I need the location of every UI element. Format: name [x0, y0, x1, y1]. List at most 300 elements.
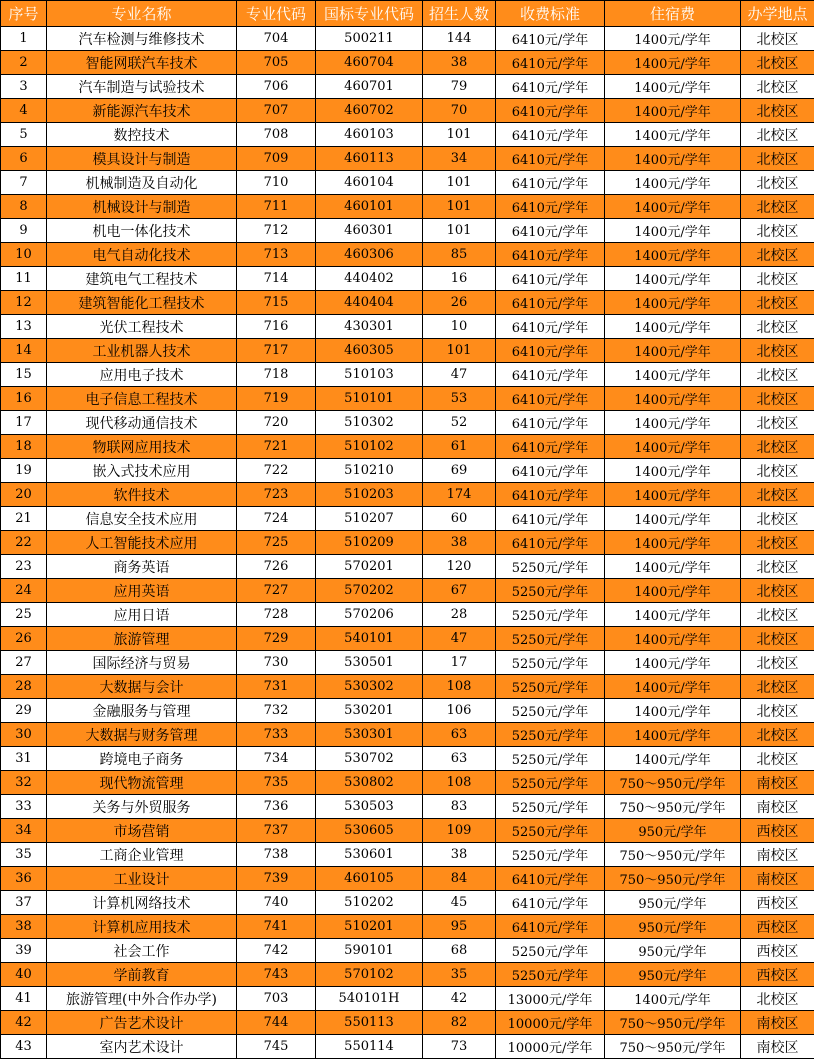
cell-major-code: 717 [237, 339, 316, 363]
cell-major-code: 730 [237, 651, 316, 675]
cell-national-code: 570102 [316, 963, 423, 987]
cell-enrollment: 42 [423, 987, 496, 1011]
cell-national-code: 510210 [316, 459, 423, 483]
cell-dorm-fee: 1400元/学年 [605, 411, 741, 435]
cell-tuition: 5250元/学年 [496, 675, 605, 699]
cell-dorm-fee: 1400元/学年 [605, 579, 741, 603]
cell-major-code: 742 [237, 939, 316, 963]
cell-national-code: 530605 [316, 819, 423, 843]
cell-major-name: 广告艺术设计 [47, 1011, 237, 1035]
cell-national-code: 510102 [316, 435, 423, 459]
cell-major-name: 应用英语 [47, 579, 237, 603]
cell-tuition: 6410元/学年 [496, 483, 605, 507]
cell-national-code: 510302 [316, 411, 423, 435]
cell-enrollment: 63 [423, 747, 496, 771]
cell-no: 36 [1, 867, 47, 891]
cell-no: 12 [1, 291, 47, 315]
cell-national-code: 510101 [316, 387, 423, 411]
cell-national-code: 510203 [316, 483, 423, 507]
cell-tuition: 6410元/学年 [496, 195, 605, 219]
table-row [1, 195, 814, 219]
cell-no: 22 [1, 531, 47, 555]
cell-major-name: 工业机器人技术 [47, 339, 237, 363]
table-row [1, 627, 814, 651]
cell-no: 20 [1, 483, 47, 507]
cell-dorm-fee: 1400元/学年 [605, 363, 741, 387]
cell-tuition: 5250元/学年 [496, 819, 605, 843]
cell-major-name: 机电一体化技术 [47, 219, 237, 243]
cell-major-name: 计算机应用技术 [47, 915, 237, 939]
cell-major-code: 733 [237, 723, 316, 747]
cell-dorm-fee: 1400元/学年 [605, 987, 741, 1011]
cell-major-name: 现代移动通信技术 [47, 411, 237, 435]
cell-major-name: 工业设计 [47, 867, 237, 891]
cell-major-code: 725 [237, 531, 316, 555]
cell-tuition: 6410元/学年 [496, 411, 605, 435]
cell-enrollment: 109 [423, 819, 496, 843]
cell-dorm-fee: 750～950元/学年 [605, 867, 741, 891]
cell-dorm-fee: 1400元/学年 [605, 171, 741, 195]
cell-major-name: 金融服务与管理 [47, 699, 237, 723]
table-row [1, 771, 814, 795]
cell-dorm-fee: 950元/学年 [605, 891, 741, 915]
cell-campus: 北校区 [741, 99, 814, 123]
cell-campus: 北校区 [741, 27, 814, 51]
cell-tuition: 10000元/学年 [496, 1011, 605, 1035]
cell-campus: 北校区 [741, 315, 814, 339]
cell-no: 35 [1, 843, 47, 867]
cell-dorm-fee: 1400元/学年 [605, 315, 741, 339]
table-row [1, 819, 814, 843]
table-row [1, 291, 814, 315]
cell-enrollment: 69 [423, 459, 496, 483]
cell-no: 33 [1, 795, 47, 819]
cell-no: 17 [1, 411, 47, 435]
cell-enrollment: 79 [423, 75, 496, 99]
cell-enrollment: 108 [423, 675, 496, 699]
cell-campus: 南校区 [741, 1035, 814, 1059]
table-row [1, 675, 814, 699]
cell-national-code: 510202 [316, 891, 423, 915]
cell-enrollment: 108 [423, 771, 496, 795]
cell-major-name: 商务英语 [47, 555, 237, 579]
cell-major-code: 737 [237, 819, 316, 843]
cell-campus: 南校区 [741, 1011, 814, 1035]
cell-tuition: 6410元/学年 [496, 75, 605, 99]
cell-dorm-fee: 1400元/学年 [605, 627, 741, 651]
cell-major-name: 汽车制造与试验技术 [47, 75, 237, 99]
cell-enrollment: 45 [423, 891, 496, 915]
cell-major-name: 学前教育 [47, 963, 237, 987]
cell-national-code: 460702 [316, 99, 423, 123]
cell-tuition: 6410元/学年 [496, 243, 605, 267]
cell-major-name: 计算机网络技术 [47, 891, 237, 915]
cell-major-name: 软件技术 [47, 483, 237, 507]
cell-major-name: 大数据与会计 [47, 675, 237, 699]
cell-enrollment: 101 [423, 219, 496, 243]
cell-dorm-fee: 950元/学年 [605, 819, 741, 843]
cell-major-name: 应用电子技术 [47, 363, 237, 387]
cell-dorm-fee: 750～950元/学年 [605, 1035, 741, 1059]
cell-no: 11 [1, 267, 47, 291]
cell-dorm-fee: 1400元/学年 [605, 507, 741, 531]
table-row [1, 531, 814, 555]
header-no: 序号 [1, 1, 47, 27]
cell-major-code: 708 [237, 123, 316, 147]
table-row [1, 51, 814, 75]
cell-no: 5 [1, 123, 47, 147]
table-row [1, 1011, 814, 1035]
cell-tuition: 6410元/学年 [496, 51, 605, 75]
cell-enrollment: 120 [423, 555, 496, 579]
cell-no: 8 [1, 195, 47, 219]
cell-national-code: 540101 [316, 627, 423, 651]
cell-campus: 北校区 [741, 267, 814, 291]
cell-no: 38 [1, 915, 47, 939]
cell-enrollment: 106 [423, 699, 496, 723]
cell-enrollment: 16 [423, 267, 496, 291]
cell-no: 18 [1, 435, 47, 459]
cell-major-code: 722 [237, 459, 316, 483]
table-row [1, 795, 814, 819]
cell-tuition: 5250元/学年 [496, 939, 605, 963]
table-row [1, 507, 814, 531]
cell-national-code: 590101 [316, 939, 423, 963]
cell-tuition: 5250元/学年 [496, 747, 605, 771]
cell-major-code: 743 [237, 963, 316, 987]
table-row [1, 435, 814, 459]
cell-tuition: 5250元/学年 [496, 579, 605, 603]
cell-national-code: 530301 [316, 723, 423, 747]
cell-tuition: 6410元/学年 [496, 435, 605, 459]
cell-no: 21 [1, 507, 47, 531]
cell-campus: 北校区 [741, 75, 814, 99]
table-row [1, 243, 814, 267]
cell-dorm-fee: 1400元/学年 [605, 531, 741, 555]
cell-dorm-fee: 1400元/学年 [605, 195, 741, 219]
cell-major-code: 712 [237, 219, 316, 243]
cell-campus: 北校区 [741, 699, 814, 723]
cell-dorm-fee: 1400元/学年 [605, 339, 741, 363]
cell-enrollment: 85 [423, 243, 496, 267]
cell-major-name: 国际经济与贸易 [47, 651, 237, 675]
cell-national-code: 530501 [316, 651, 423, 675]
cell-dorm-fee: 1400元/学年 [605, 483, 741, 507]
cell-dorm-fee: 1400元/学年 [605, 219, 741, 243]
cell-national-code: 570201 [316, 555, 423, 579]
cell-major-name: 跨境电子商务 [47, 747, 237, 771]
cell-campus: 北校区 [741, 339, 814, 363]
cell-campus: 北校区 [741, 195, 814, 219]
header-campus: 办学地点 [741, 1, 814, 27]
cell-national-code: 460301 [316, 219, 423, 243]
cell-major-code: 714 [237, 267, 316, 291]
cell-major-code: 745 [237, 1035, 316, 1059]
cell-major-name: 嵌入式技术应用 [47, 459, 237, 483]
cell-tuition: 6410元/学年 [496, 459, 605, 483]
cell-major-code: 720 [237, 411, 316, 435]
cell-no: 34 [1, 819, 47, 843]
cell-tuition: 5250元/学年 [496, 963, 605, 987]
cell-major-code: 740 [237, 891, 316, 915]
cell-tuition: 5250元/学年 [496, 603, 605, 627]
table-row [1, 459, 814, 483]
cell-major-name: 新能源汽车技术 [47, 99, 237, 123]
cell-dorm-fee: 1400元/学年 [605, 147, 741, 171]
table-row [1, 891, 814, 915]
cell-dorm-fee: 1400元/学年 [605, 51, 741, 75]
cell-enrollment: 52 [423, 411, 496, 435]
cell-major-code: 741 [237, 915, 316, 939]
cell-dorm-fee: 1400元/学年 [605, 459, 741, 483]
cell-major-code: 744 [237, 1011, 316, 1035]
cell-major-name: 工商企业管理 [47, 843, 237, 867]
cell-tuition: 6410元/学年 [496, 27, 605, 51]
cell-enrollment: 68 [423, 939, 496, 963]
cell-campus: 南校区 [741, 867, 814, 891]
cell-no: 31 [1, 747, 47, 771]
cell-national-code: 440402 [316, 267, 423, 291]
cell-national-code: 460105 [316, 867, 423, 891]
header-tuition: 收费标准 [496, 1, 605, 27]
table-row [1, 171, 814, 195]
cell-no: 40 [1, 963, 47, 987]
cell-enrollment: 101 [423, 171, 496, 195]
cell-campus: 北校区 [741, 987, 814, 1011]
cell-no: 19 [1, 459, 47, 483]
cell-major-name: 电气自动化技术 [47, 243, 237, 267]
cell-enrollment: 53 [423, 387, 496, 411]
cell-major-code: 707 [237, 99, 316, 123]
cell-major-code: 704 [237, 27, 316, 51]
cell-dorm-fee: 1400元/学年 [605, 267, 741, 291]
cell-major-name: 光伏工程技术 [47, 315, 237, 339]
cell-tuition: 10000元/学年 [496, 1035, 605, 1059]
table-row [1, 75, 814, 99]
table-row [1, 987, 814, 1011]
table-row [1, 555, 814, 579]
cell-campus: 北校区 [741, 747, 814, 771]
cell-major-name: 社会工作 [47, 939, 237, 963]
cell-campus: 北校区 [741, 507, 814, 531]
cell-national-code: 530601 [316, 843, 423, 867]
cell-national-code: 550113 [316, 1011, 423, 1035]
cell-campus: 西校区 [741, 915, 814, 939]
table-row [1, 99, 814, 123]
table-row [1, 387, 814, 411]
cell-tuition: 6410元/学年 [496, 531, 605, 555]
cell-tuition: 5250元/学年 [496, 555, 605, 579]
cell-tuition: 6410元/学年 [496, 339, 605, 363]
cell-major-name: 机械制造及自动化 [47, 171, 237, 195]
cell-major-code: 738 [237, 843, 316, 867]
cell-enrollment: 38 [423, 531, 496, 555]
cell-tuition: 6410元/学年 [496, 363, 605, 387]
cell-no: 9 [1, 219, 47, 243]
cell-major-code: 718 [237, 363, 316, 387]
table-row [1, 867, 814, 891]
cell-no: 30 [1, 723, 47, 747]
cell-enrollment: 82 [423, 1011, 496, 1035]
cell-tuition: 6410元/学年 [496, 891, 605, 915]
cell-campus: 北校区 [741, 291, 814, 315]
cell-dorm-fee: 1400元/学年 [605, 123, 741, 147]
cell-national-code: 460104 [316, 171, 423, 195]
cell-major-name: 智能网联汽车技术 [47, 51, 237, 75]
cell-dorm-fee: 750～950元/学年 [605, 843, 741, 867]
cell-no: 7 [1, 171, 47, 195]
cell-tuition: 5250元/学年 [496, 699, 605, 723]
cell-enrollment: 47 [423, 363, 496, 387]
cell-campus: 北校区 [741, 171, 814, 195]
cell-campus: 西校区 [741, 939, 814, 963]
cell-no: 6 [1, 147, 47, 171]
cell-national-code: 570206 [316, 603, 423, 627]
cell-enrollment: 83 [423, 795, 496, 819]
cell-major-name: 电子信息工程技术 [47, 387, 237, 411]
cell-tuition: 5250元/学年 [496, 795, 605, 819]
cell-no: 42 [1, 1011, 47, 1035]
cell-enrollment: 70 [423, 99, 496, 123]
cell-campus: 北校区 [741, 531, 814, 555]
cell-major-code: 734 [237, 747, 316, 771]
cell-tuition: 5250元/学年 [496, 627, 605, 651]
cell-tuition: 6410元/学年 [496, 291, 605, 315]
cell-campus: 北校区 [741, 723, 814, 747]
table-row [1, 915, 814, 939]
cell-major-name: 建筑智能化工程技术 [47, 291, 237, 315]
cell-campus: 北校区 [741, 603, 814, 627]
cell-dorm-fee: 1400元/学年 [605, 555, 741, 579]
cell-national-code: 460704 [316, 51, 423, 75]
cell-tuition: 6410元/学年 [496, 915, 605, 939]
cell-campus: 西校区 [741, 891, 814, 915]
cell-enrollment: 63 [423, 723, 496, 747]
cell-campus: 北校区 [741, 555, 814, 579]
header-national-code: 国标专业代码 [316, 1, 423, 27]
cell-no: 41 [1, 987, 47, 1011]
cell-no: 32 [1, 771, 47, 795]
cell-campus: 北校区 [741, 243, 814, 267]
cell-major-name: 数控技术 [47, 123, 237, 147]
cell-major-name: 旅游管理 [47, 627, 237, 651]
cell-no: 10 [1, 243, 47, 267]
cell-no: 27 [1, 651, 47, 675]
cell-major-name: 市场营销 [47, 819, 237, 843]
cell-campus: 北校区 [741, 435, 814, 459]
cell-major-code: 726 [237, 555, 316, 579]
cell-national-code: 440404 [316, 291, 423, 315]
cell-national-code: 510207 [316, 507, 423, 531]
table-row [1, 363, 814, 387]
cell-enrollment: 38 [423, 843, 496, 867]
cell-national-code: 510103 [316, 363, 423, 387]
cell-dorm-fee: 750～950元/学年 [605, 795, 741, 819]
cell-dorm-fee: 950元/学年 [605, 915, 741, 939]
cell-tuition: 6410元/学年 [496, 99, 605, 123]
table-row [1, 219, 814, 243]
cell-enrollment: 101 [423, 195, 496, 219]
cell-enrollment: 35 [423, 963, 496, 987]
cell-campus: 北校区 [741, 483, 814, 507]
cell-tuition: 6410元/学年 [496, 387, 605, 411]
cell-enrollment: 47 [423, 627, 496, 651]
cell-no: 39 [1, 939, 47, 963]
table-body [1, 27, 814, 1059]
cell-dorm-fee: 1400元/学年 [605, 747, 741, 771]
cell-campus: 北校区 [741, 627, 814, 651]
table-row [1, 315, 814, 339]
cell-dorm-fee: 1400元/学年 [605, 699, 741, 723]
cell-enrollment: 101 [423, 123, 496, 147]
cell-enrollment: 95 [423, 915, 496, 939]
cell-national-code: 530702 [316, 747, 423, 771]
cell-campus: 北校区 [741, 459, 814, 483]
cell-major-code: 710 [237, 171, 316, 195]
cell-dorm-fee: 1400元/学年 [605, 291, 741, 315]
cell-major-code: 739 [237, 867, 316, 891]
cell-no: 13 [1, 315, 47, 339]
cell-enrollment: 10 [423, 315, 496, 339]
cell-tuition: 5250元/学年 [496, 843, 605, 867]
cell-major-name: 模具设计与制造 [47, 147, 237, 171]
cell-dorm-fee: 1400元/学年 [605, 435, 741, 459]
cell-national-code: 510201 [316, 915, 423, 939]
cell-national-code: 530503 [316, 795, 423, 819]
cell-major-code: 705 [237, 51, 316, 75]
cell-campus: 北校区 [741, 51, 814, 75]
cell-national-code: 460305 [316, 339, 423, 363]
cell-no: 25 [1, 603, 47, 627]
header-row [1, 1, 814, 27]
table-row [1, 699, 814, 723]
cell-national-code: 430301 [316, 315, 423, 339]
cell-national-code: 530302 [316, 675, 423, 699]
cell-national-code: 530201 [316, 699, 423, 723]
cell-major-code: 716 [237, 315, 316, 339]
header-major-code: 专业代码 [237, 1, 316, 27]
cell-national-code: 460101 [316, 195, 423, 219]
cell-no: 28 [1, 675, 47, 699]
cell-major-code: 719 [237, 387, 316, 411]
cell-campus: 西校区 [741, 819, 814, 843]
cell-tuition: 6410元/学年 [496, 147, 605, 171]
header-enrollment: 招生人数 [423, 1, 496, 27]
cell-major-name: 应用日语 [47, 603, 237, 627]
cell-no: 1 [1, 27, 47, 51]
table-row [1, 123, 814, 147]
cell-dorm-fee: 1400元/学年 [605, 75, 741, 99]
cell-enrollment: 67 [423, 579, 496, 603]
table-row [1, 339, 814, 363]
cell-major-code: 736 [237, 795, 316, 819]
cell-major-code: 728 [237, 603, 316, 627]
cell-enrollment: 174 [423, 483, 496, 507]
table-row [1, 267, 814, 291]
cell-major-code: 713 [237, 243, 316, 267]
cell-dorm-fee: 1400元/学年 [605, 387, 741, 411]
table-row [1, 147, 814, 171]
table-row [1, 963, 814, 987]
table-row [1, 747, 814, 771]
cell-national-code: 460701 [316, 75, 423, 99]
cell-dorm-fee: 1400元/学年 [605, 675, 741, 699]
cell-tuition: 6410元/学年 [496, 267, 605, 291]
cell-tuition: 13000元/学年 [496, 987, 605, 1011]
cell-enrollment: 101 [423, 339, 496, 363]
table-row [1, 939, 814, 963]
table-row [1, 603, 814, 627]
